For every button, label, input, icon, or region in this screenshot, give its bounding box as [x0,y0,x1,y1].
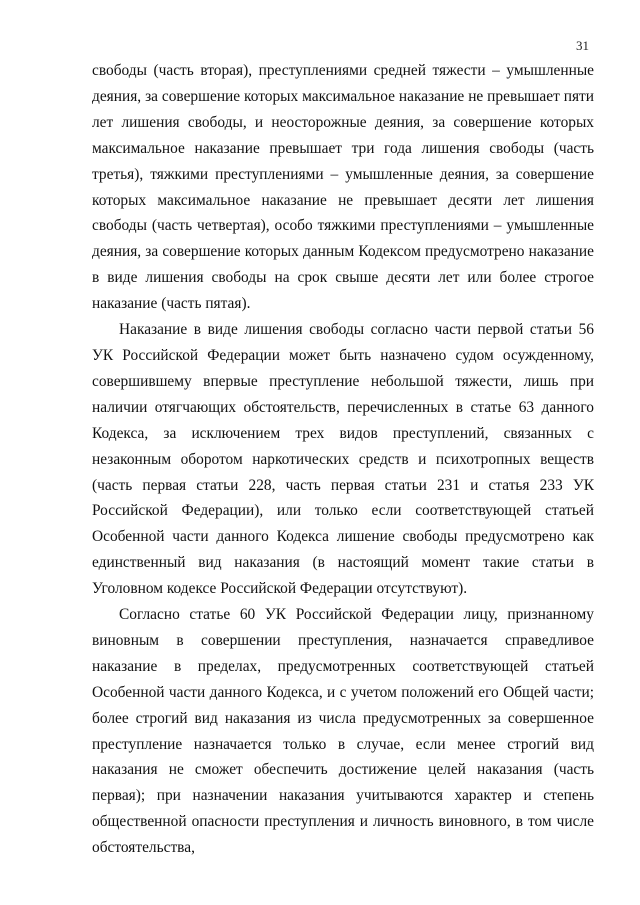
paragraph-1: свободы (часть вторая), преступлениями средней тяжести – умышленные деяния, за совершение которых максимальное наказание не превышает пяти лет лишения свободы, и неосторожные деяния, за совершение которых максимальное наказание превышает три года лишения свободы (часть третья), тяжкими преступлениями – умышленные деяния, за совершение которых максимальное наказание не превышает десяти лет лишения свободы (часть четвертая), особо тяжкими преступлениями – умышленные деяния, за совершение которых данным Кодексом предусмотрено наказание в виде лишения свободы на срок свыше десяти лет или более строгое наказание (часть пятая). [92,62,594,313]
paragraph-2: Наказание в виде лишения свободы согласно части первой статьи 56 УК Российской Федерации может быть назначено судом осужденному, совершившему впервые преступление небольшой тяжести, лишь при наличии отягчающих обстоятельств, перечисленных в статье 63 данного Кодекса, за исключением трех видов преступлений, связанных с незаконным оборотом наркотических средств и психотропных веществ (часть первая статьи 228, часть первая статьи 231 и статья 233 УК Российской Федерации), или только если соответствующей статьей Особенной части данного Кодекса лишение свободы предусмотрено как единственный вид наказания (в настоящий момент такие статьи в Уголовном кодексе Российской Федерации отсутствуют). [92,321,594,598]
page-number: 31 [576,38,589,53]
paragraph-3: Согласно статье 60 УК Российской Федерации лицу, признанному виновным в совершении преступления, назначается справедливое наказание в пределах, предусмотренных соответствующей статьей Особенной части данного Кодекса, и с учетом положений его Общей части; более строгий вид наказания из числа предусмотренных за совершенное преступление назначается только в случае, если менее строгий вид наказания не сможет обеспечить достижение целей наказания (часть первая); при назначении наказания учитываются характер и степень общественной опасности преступления и личность виновного, в том числе обстоятельства, [92,606,594,857]
document-body [92,58,594,861]
